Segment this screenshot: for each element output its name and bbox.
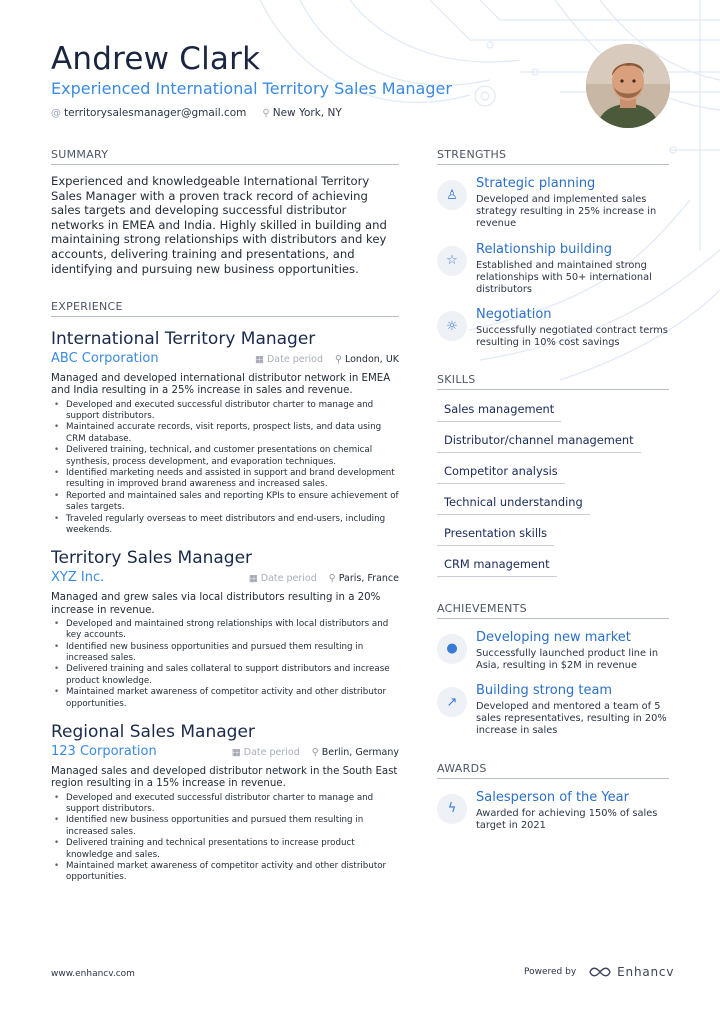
job-entry	[51, 722, 399, 884]
job-bullet: • Developed and executed successful distributor charter to manage and support distributors.	[51, 793, 399, 816]
job-bullet: • Maintained accurate records, visit reports, prospect lists, and data using CRM database.	[51, 422, 399, 445]
achievement-item	[437, 630, 669, 672]
job-bullets	[51, 793, 399, 884]
achievements-heading: ACHIEVEMENTS	[437, 602, 669, 619]
job-date-text: Date period	[266, 354, 323, 366]
skills-heading: SKILLS	[437, 373, 669, 390]
job-date	[232, 747, 300, 758]
experience-heading: EXPERIENCE	[51, 300, 399, 317]
job-bullets	[51, 400, 399, 537]
strength-item	[437, 307, 669, 349]
strength-item	[437, 242, 669, 297]
job-bullet: • Delivered training and sales collateral to support distributors and increase product knowledge.	[51, 664, 399, 687]
location-pin-icon: ⚲	[262, 108, 270, 119]
strength-item	[437, 176, 669, 231]
skill-tag: CRM management	[437, 553, 557, 577]
job-location	[329, 573, 399, 584]
job-meta	[51, 351, 399, 366]
job-location-text: Paris, France	[338, 573, 399, 585]
job-meta	[51, 570, 399, 585]
candidate-role: Experienced International Territory Sales Manager	[51, 79, 452, 98]
job-meta	[51, 744, 399, 759]
award-icon: ♙	[437, 180, 467, 210]
job-bullet: • Maintained market awareness of competitor activity and other distributor opportunities.	[51, 861, 399, 884]
job-title: International Territory Manager	[51, 329, 316, 350]
job-description: Managed and developed international distributor network in EMEA and India resulting in a 25% increase in sales and revenue.	[51, 373, 391, 397]
job-location	[335, 354, 399, 365]
job-entry	[51, 548, 399, 710]
achievement-item	[437, 683, 669, 738]
achievement-title: Developing new market	[476, 629, 631, 645]
achievement-desc: Developed and mentored a team of 5 sales representatives, resulting in 20% increase in sales	[476, 701, 667, 737]
strength-desc: Developed and implemented sales strategy resulting in 25% increase in revenue	[476, 194, 657, 230]
job-bullet: • Delivered training and technical presentations to increase product knowledge and sales.	[51, 838, 399, 861]
company-name: ABC Corporation	[51, 351, 159, 367]
job-location	[312, 747, 399, 758]
job-location-text: Berlin, Germany	[321, 747, 399, 759]
job-title: Territory Sales Manager	[51, 548, 253, 569]
at-icon: @	[51, 108, 61, 119]
job-date	[255, 354, 323, 365]
footer-website[interactable]: www.enhancv.com	[51, 969, 135, 979]
job-bullet: • Identified new business opportunities and pursued them resulting in increased sales.	[51, 642, 399, 665]
powered-by-label: Powered by	[524, 967, 577, 977]
job-bullet: • Developed and executed successful distributor charter to manage and support distributors.	[51, 400, 399, 423]
strength-desc: Successfully negotiated contract terms resulting in 10% cost savings	[476, 325, 668, 349]
skill-tag: Competitor analysis	[437, 460, 565, 484]
calendar-icon: ▦	[248, 573, 258, 585]
job-date	[249, 573, 317, 584]
skills-list	[437, 398, 669, 584]
award-title: Salesperson of the Year	[476, 789, 629, 805]
strengths-heading: STRENGTHS	[437, 148, 669, 165]
team-icon: ↗	[437, 687, 467, 717]
calendar-icon: ▦	[231, 747, 241, 759]
skill-tag: Distributor/channel management	[437, 429, 641, 453]
job-title: Regional Sales Manager	[51, 722, 255, 743]
job-bullet: • Reported and maintained sales and reporting KPIs to ensure achievement of sales targets.	[51, 491, 399, 514]
achievement-title: Building strong team	[476, 683, 613, 699]
email-contact[interactable]	[51, 107, 246, 119]
summary-heading: SUMMARY	[51, 148, 399, 165]
enhancv-logo-icon	[588, 966, 612, 978]
job-description: Managed sales and developed distributor network in the South East region resulting in a 15% increase in revenue.	[51, 766, 398, 790]
award-desc: Awarded for achieving 150% of sales target in 2021	[476, 807, 658, 831]
skill-tag: Sales management	[437, 398, 561, 422]
brand-name: Enhancv	[617, 965, 675, 979]
location-pin-icon: ⚲	[311, 747, 319, 759]
company-name: XYZ Inc.	[51, 570, 105, 586]
job-date-text: Date period	[243, 747, 300, 759]
contact-row	[51, 107, 581, 119]
job-bullets	[51, 619, 399, 710]
footer-branding	[524, 965, 674, 979]
job-bullet: • Developed and maintained strong relationships with local distributors and key accounts.	[51, 619, 399, 642]
job-bullet: • Maintained market awareness of competitor activity and other distributor opportunities.	[51, 687, 399, 710]
email-text: territorysalesmanager@gmail.com	[64, 107, 247, 119]
skill-tag: Presentation skills	[437, 522, 554, 546]
calendar-icon: ▦	[255, 354, 264, 366]
strength-title: Strategic planning	[476, 176, 596, 191]
location-text: New York, NY	[272, 107, 342, 119]
avatar	[586, 44, 670, 128]
right-column	[437, 148, 669, 832]
job-bullet: • Traveled regularly overseas to meet distributors and end-users, including weekends.	[51, 514, 399, 537]
left-column	[51, 148, 399, 884]
award-item	[437, 790, 669, 832]
company-name: 123 Corporation	[51, 744, 157, 760]
header	[51, 42, 581, 119]
summary-text: Experienced and knowledgeable International Territory Sales Manager with a proven track record of achieving sales targets and developing successful distributor networks in EMEA and India. Highly skilled in building and maintaining strong relationships with distributors and key accounts, delivering training and presentations, and identifying and pursuing new business opportunities.	[51, 174, 387, 276]
job-entry	[51, 329, 399, 536]
lightbulb-icon: ☼	[437, 311, 467, 341]
candidate-name: Andrew Clark	[51, 41, 261, 77]
handshake-icon: ☆	[437, 246, 467, 276]
location-contact	[262, 107, 341, 119]
skill-tag: Technical understanding	[437, 491, 590, 515]
job-bullet: • Identified new business opportunities and pursued them resulting in increased sales.	[51, 815, 399, 838]
job-bullet: • Delivered training, technical, and customer presentations on chemical synthesis, process development, and evaporation techniques.	[51, 445, 399, 468]
medal-icon: ●	[437, 634, 467, 664]
job-location-text: London, UK	[344, 354, 399, 366]
location-pin-icon: ⚲	[334, 354, 342, 366]
location-pin-icon: ⚲	[328, 573, 336, 585]
strength-title: Relationship building	[476, 241, 613, 257]
awards-heading: AWARDS	[437, 762, 669, 779]
strength-desc: Established and maintained strong relationships with 50+ international distributors	[476, 259, 652, 296]
strength-title: Negotiation	[476, 307, 552, 323]
job-description: Managed and grew sales via local distributors resulting in a 20% increase in revenue.	[51, 592, 381, 616]
job-date-text: Date period	[260, 573, 317, 585]
job-bullet: • Identified marketing needs and assisted in support and brand development resulting in improved brand awareness and increased sales.	[51, 468, 399, 491]
achievement-desc: Successfully launched product line in Asia, resulting in $2M in revenue	[476, 647, 659, 671]
lightning-icon: ϟ	[437, 794, 467, 824]
